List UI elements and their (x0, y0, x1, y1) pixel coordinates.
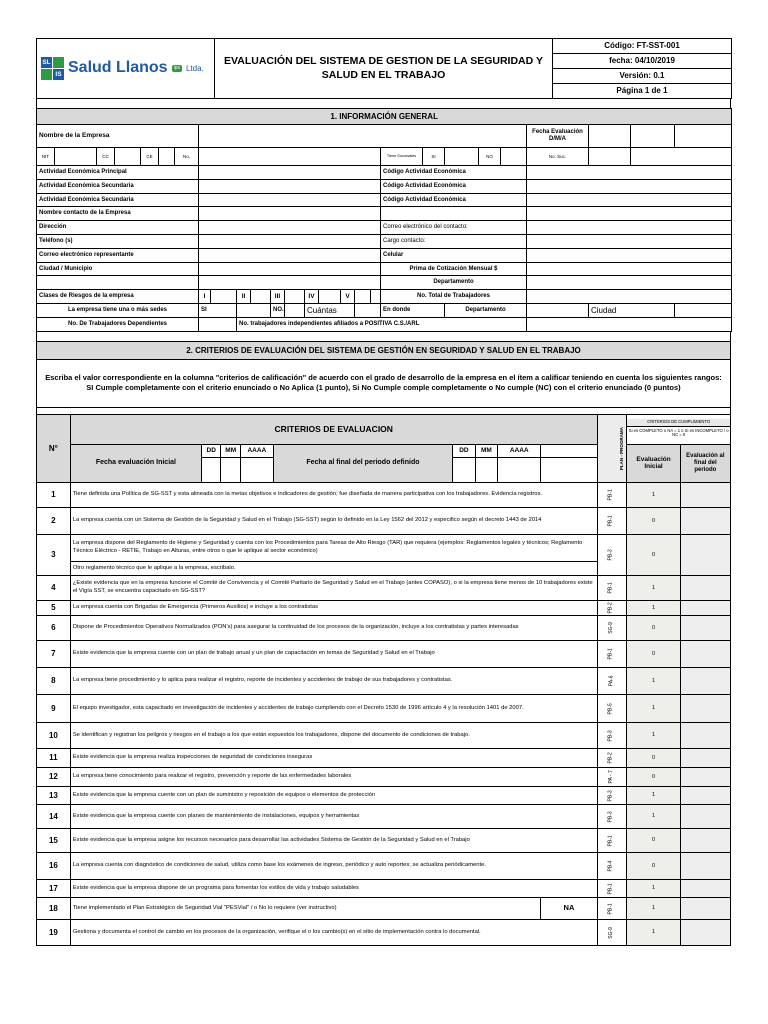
row-initial-score[interactable]: 0 (627, 534, 680, 575)
row-initial-score[interactable]: 1 (627, 879, 680, 897)
independientes-label: No. trabajadores independientes afiliados a POSITIVA C.S./ARL (237, 317, 527, 331)
row-plan (597, 615, 627, 640)
risk-level-i-field[interactable] (211, 290, 237, 304)
row-final-score[interactable] (680, 575, 730, 600)
row-number: 5 (37, 600, 71, 615)
info-right-label: Cargo contacto: (381, 234, 527, 248)
row-plan (597, 507, 627, 534)
row-final-score[interactable] (680, 897, 730, 919)
row-criterion: La empresa cuenta con Brigadas de Emergencia (Primeros Auxilios) e incluye a los contratistas (70, 600, 597, 615)
row-initial-score[interactable]: 0 (627, 615, 680, 640)
row-plan-code: SG-9 (608, 926, 615, 939)
info-right-field[interactable] (527, 166, 732, 180)
eval-date-day[interactable] (589, 125, 631, 148)
row-plan (597, 694, 627, 722)
row-criterion: Tiene definida una Política de SG-SST y esta alineada con la metas objetivos e indicadores de gestión; fue diseñada de manera participativa con los trabajadores. Evidencia registros. (70, 482, 597, 507)
info-right-field[interactable] (527, 276, 732, 290)
row-plan-code: PB-1 (608, 902, 615, 915)
row-initial-score[interactable]: 1 (627, 919, 680, 945)
info-left-field[interactable] (199, 262, 381, 276)
row-final-score[interactable] (680, 534, 730, 575)
row-number: 4 (37, 575, 71, 600)
initial-date-label: Fecha evaluación Inicial (70, 444, 201, 482)
row-initial-score[interactable]: 1 (627, 897, 680, 919)
criteria-row (37, 600, 731, 615)
final-date-extra (541, 444, 597, 457)
info-right-label (381, 207, 527, 221)
row-plan (597, 482, 627, 507)
row-plan-code: PA-6 (608, 675, 615, 687)
risk-level-v-field[interactable] (355, 290, 371, 304)
info-left-field[interactable] (199, 276, 381, 290)
branches-no-field[interactable] (501, 148, 527, 166)
row-initial-score[interactable]: 1 (627, 694, 680, 722)
row-initial-score[interactable]: 0 (627, 767, 680, 786)
total-workers-field[interactable] (527, 290, 732, 304)
total-workers-label: No. Total de Trabajadores (381, 290, 527, 304)
nit-label: NIT (37, 148, 55, 166)
row-final-score[interactable] (680, 667, 730, 694)
row-number: 17 (37, 879, 71, 897)
info-left-field[interactable] (199, 166, 381, 180)
sedes-no-field[interactable] (285, 303, 305, 317)
row-criterion: La empresa cuenta con diagnóstico de condiciones de salud, utiliza como base los exámenes de ingreso, periódico y auto reportes; se actualiza periódicamente. (70, 852, 597, 879)
row-criterion: Existe evidencia que la empresa cuente con un plan de suministro y reposición de equipos o elementos de protección (70, 786, 597, 804)
info-right-field[interactable] (527, 179, 732, 193)
info-row (37, 207, 732, 221)
row-plan (597, 534, 627, 575)
row-number: 3 (37, 534, 71, 575)
sedes-si-label: SI (199, 303, 237, 317)
evaluation-form (36, 38, 731, 946)
row-plan (597, 786, 627, 804)
info-left-field[interactable] (199, 234, 381, 248)
initial-dd-field[interactable] (202, 457, 221, 482)
n-header: N° (37, 414, 71, 482)
row-final-score[interactable] (680, 767, 730, 786)
row-final-score[interactable] (680, 748, 730, 767)
info-right-field[interactable] (527, 221, 732, 235)
criteria-row (37, 482, 731, 507)
criteria-row (37, 828, 731, 852)
info-right-label: Código Actividad Económica (381, 193, 527, 207)
form-version: Versión: 0.1 (553, 69, 732, 84)
row-number: 8 (37, 667, 71, 694)
row-final-score[interactable] (680, 879, 730, 897)
sedes-dept-label: Departamento (445, 303, 527, 317)
initial-mm-label: MM (221, 444, 240, 457)
cuantas-label: Cuántas (305, 303, 355, 317)
risk-class-label: Clases de Riesgos de la empresa (37, 290, 199, 304)
info-left-label: Actividad Económica Principal (37, 166, 199, 180)
row-plan (597, 722, 627, 748)
final-dd-label: DD (453, 444, 476, 457)
row-final-score[interactable] (680, 722, 730, 748)
row-criterion: Existe evidencia que la empresa cuente con un plan de trabajo anual y un plan de capacitación en temas de Seguridad y Salud en el Trabajo (70, 640, 597, 667)
row-number: 1 (37, 482, 71, 507)
info-row (37, 234, 732, 248)
info-left-label: Actividad Económica Secundaria (37, 193, 199, 207)
form-page: Página 1 de 1 (553, 84, 732, 99)
dependientes-label: No. De Trabajadores Dependientes (37, 317, 199, 331)
row-criterion: Tiene implementado el Plan Estratégico de Seguridad Vial "PESVial" / o No lo requiere (ver instructivo) (70, 897, 540, 919)
info-row (37, 166, 732, 180)
info-row (37, 262, 732, 276)
criteria-header: CRITERIOS DE EVALUACION (70, 414, 597, 444)
criteria-row (37, 748, 731, 767)
row-number: 19 (37, 919, 71, 945)
row-final-score[interactable] (680, 828, 730, 852)
compliance-rule: Si es COMPLETO o NA = 1 o Si es INCOMPLETO / o NC = 0 (628, 427, 729, 438)
info-left-field[interactable] (199, 221, 381, 235)
criteria-table (36, 414, 731, 946)
row-number: 14 (37, 804, 71, 828)
logo-sub: Ltda. (185, 63, 204, 73)
row-number: 10 (37, 722, 71, 748)
initial-dd-label: DD (202, 444, 221, 457)
row-final-score[interactable] (680, 615, 730, 640)
row-criterion: Existe evidencia que la empresa dispone de un programa para fomentar los estilos de vida y trabajo saludables (70, 879, 597, 897)
ce-label: CE (141, 148, 159, 166)
info-right-label: Prima de Cotización Mensual $ (381, 262, 527, 276)
cuantas-field[interactable] (355, 303, 381, 317)
criteria-row (37, 852, 731, 879)
row-initial-score[interactable]: 0 (627, 828, 680, 852)
row-criterion: La empresa dispone del Reglamento de Higiene y Seguridad y cuenta con los Procedimientos para Tareas de Alto Riesgo (TAR) que requiera (ejemplos: Reglamentos legales y técnicos; Reglamento Técnico Eléctrico - RETIE, Trabajo en Alturas, entre otros o que le aplique al sector económico) (70, 534, 597, 561)
row-number: 12 (37, 767, 71, 786)
row-number: 13 (37, 786, 71, 804)
criteria-section (36, 341, 731, 408)
row-criterion: El equipo investigador, esta capacitado en investigación de incidentes y accidentes de trabajo cumpliendo con el Decreto 1530 de 1996 artículo 4 y la resolución 1401 de 2007. (70, 694, 597, 722)
row-initial-score[interactable]: 0 (627, 748, 680, 767)
criteria-row (37, 575, 731, 600)
row-number: 2 (37, 507, 71, 534)
criteria-row (37, 667, 731, 694)
logo-ips: ips (173, 64, 180, 71)
risk-level-iii-label: III (271, 290, 285, 304)
criteria-row (37, 615, 731, 640)
eval-final-header: Evaluación al final del periodo (680, 444, 730, 482)
independientes-field[interactable] (527, 317, 732, 331)
info-row (37, 276, 732, 290)
row-plan (597, 575, 627, 600)
info-right-label: Correo electrónico del contacto: (381, 221, 527, 235)
row-final-score[interactable] (680, 507, 730, 534)
en-donde-label: En donde (381, 303, 445, 317)
risk-level-iv-field[interactable] (319, 290, 341, 304)
info-left-label: Dirección (37, 221, 199, 235)
row-plan (597, 919, 627, 945)
row-final-score[interactable] (680, 804, 730, 828)
sedes-dept-field[interactable] (527, 303, 589, 317)
row-final-score[interactable] (680, 852, 730, 879)
row-criterion: La empresa tiene conocimiento para realizar el registro, prevención y reporte de las enfermedades laborales (70, 767, 597, 786)
row-number: 15 (37, 828, 71, 852)
row-criterion: Gestiona y documenta el control de cambio en los procesos de la organización, verifique el o los cambio(s) en el sitio de implementación contra lo documental. (70, 919, 597, 945)
logo-cell-1: SL (41, 57, 52, 68)
info-left-label: Teléfono (s) (37, 234, 199, 248)
row-plan (597, 828, 627, 852)
row-number: 6 (37, 615, 71, 640)
compliance-title: CRITERIOS DE CUMPLIMIENTO (627, 419, 730, 427)
info-right-label: Departamento (381, 276, 527, 290)
row-plan (597, 852, 627, 879)
row-final-score[interactable] (680, 600, 730, 615)
cc-field[interactable] (115, 148, 141, 166)
row-plan-code: SG-9 (608, 622, 615, 634)
ciudad-label: Ciudad (589, 303, 675, 317)
risk-level-v-label: V (341, 290, 355, 304)
row-plan (597, 879, 627, 897)
criteria-row (37, 879, 731, 897)
row-number: 18 (37, 897, 71, 919)
logo-cell-3 (41, 69, 52, 80)
section1-title: 1. INFORMACIÓN GENERAL (37, 109, 732, 125)
criteria-row (37, 767, 731, 786)
eval-date-label: Fecha Evaluación D/M/A (527, 125, 589, 148)
criteria-row (37, 897, 731, 919)
criteria-row (37, 507, 731, 534)
logo-cell-2 (53, 57, 64, 68)
info-right-label: Código Actividad Económica (381, 166, 527, 180)
row-plan-code: PB-1 (608, 882, 615, 895)
plan-header-label: PLAN - PROGRAMA (618, 426, 624, 470)
id-number-field[interactable] (199, 148, 381, 166)
dependientes-field[interactable] (199, 317, 237, 331)
info-right-field[interactable] (527, 193, 732, 207)
company-logo (37, 39, 215, 99)
row-plan (597, 667, 627, 694)
row-number: 9 (37, 694, 71, 722)
row-initial-score[interactable]: 0 (627, 852, 680, 879)
risk-level-ii-field[interactable] (251, 290, 271, 304)
criteria-row (37, 694, 731, 722)
branches-count-field[interactable] (589, 148, 631, 166)
row-number: 7 (37, 640, 71, 667)
info-right-field[interactable] (527, 207, 732, 221)
row-criterion: La empresa tiene procedimiento y lo aplica para realizar el registro, reporte de incidentes y accidentes de trabajo de sus trabajadores y contratistas. (70, 667, 597, 694)
row-plan (597, 600, 627, 615)
info-right-field[interactable] (527, 262, 732, 276)
row-initial-score[interactable]: 1 (627, 667, 680, 694)
row-criterion: Existe evidencia que la empresa asigne los recursos necesarios para desarrollar las actividades Sistema de Gestión de la Seguridad y Salud en el Trabajo (70, 828, 597, 852)
info-left-label: Nombre contacto de la Empresa (37, 207, 199, 221)
branches-si-field[interactable] (445, 148, 479, 166)
info-right-label: Código Actividad Económica (381, 179, 527, 193)
risk-level-iii-field[interactable] (285, 290, 305, 304)
row-final-score[interactable] (680, 482, 730, 507)
criteria-row (37, 722, 731, 748)
compliance-header (627, 414, 731, 444)
risk-level-ii-label: II (237, 290, 251, 304)
row-number: 16 (37, 852, 71, 879)
row-plan-code: PB-1 (608, 515, 615, 527)
row-plan (597, 640, 627, 667)
row-criterion: Existe evidencia que la empresa cuente con planes de mantenimiento de instalaciones, equipos y herramientas (70, 804, 597, 828)
row-plan-code: PB-3 (608, 549, 615, 561)
info-left-label (37, 276, 199, 290)
eval-date-month[interactable] (631, 125, 675, 148)
eval-date-year[interactable] (675, 125, 732, 148)
ce-field[interactable] (159, 148, 175, 166)
logo-text: Salud Llanos (68, 59, 168, 77)
row-plan-code: PB-3 (608, 729, 615, 742)
row-plan-code: PB-5 (608, 702, 615, 715)
initial-aaaa-field[interactable] (240, 457, 273, 482)
row-initial-score[interactable]: 0 (627, 507, 680, 534)
initial-aaaa-label: AAAA (240, 444, 273, 457)
row-criterion-other[interactable]: Otro reglamento técnico que le aplique a la empresa, escribalo. (70, 561, 597, 575)
section2-title: 2. CRITERIOS DE EVALUACIÓN DEL SISTEMA DE GESTIÓN EN SEGURIDAD Y SALUD EN EL TRABAJO (37, 341, 731, 359)
final-mm-field[interactable] (475, 457, 498, 482)
cc-label: CC (97, 148, 115, 166)
final-aaaa-field[interactable] (498, 457, 541, 482)
company-name-label: Nombre de la Empresa (37, 125, 199, 148)
row-criterion: Se identifican y registran los peligros y riesgos en el trabajo a los que están expuestos los trabajadores, dispone del documento de condiciones de trabajo. (70, 722, 597, 748)
info-row (37, 179, 732, 193)
eval-initial-header: Evaluación Inicial (627, 444, 680, 482)
row-initial-score[interactable]: 1 (627, 804, 680, 828)
branches-no-label: NO (479, 148, 501, 166)
plan-header (597, 414, 627, 482)
info-left-label: Ciudad / Municipio (37, 262, 199, 276)
row-number: 11 (37, 748, 71, 767)
row-criterion: Existe evidencia que la empresa realiza inspecciones de seguridad de condiciones inseguras (70, 748, 597, 767)
row-criterion: ¿Existe evidencia que en la empresa funcione el Comité de Convivencia y el Comité Paritario de Seguridad y Salud en el Trabajo (antes COPASO), o si la empresa tiene menos de 10 trabajadores existe el Vigía SST, se encuentra capacitado en SG-SST? (70, 575, 597, 600)
final-aaaa-label: AAAA (498, 444, 541, 457)
row-plan-code: PB-4 (608, 860, 615, 872)
row-plan-code: PB-1 (608, 582, 615, 594)
row-final-score[interactable] (680, 919, 730, 945)
info-left-field[interactable] (199, 207, 381, 221)
row-initial-score[interactable]: 0 (627, 640, 680, 667)
section2-instructions: Escriba el valor correspondiente en la columna "criterios de calificación" de acuerdo con el grado de desarrollo de la empresa en el ítem a calificar teniendo en cuenta los siguientes rangos: SI Cumple completamente con el criterio enunciado o No Aplica (1 punto), Si No Cumple comple completamente o No cumple (NC) con el criterio enunciado (0 puntos) (37, 359, 731, 407)
initial-mm-field[interactable] (221, 457, 240, 482)
risk-level-i-label: I (199, 290, 211, 304)
row-plan (597, 767, 627, 786)
branches-count-label: No. Suc. (527, 148, 589, 166)
sedes-si-field[interactable] (237, 303, 271, 317)
logo-cell-4: IS (53, 69, 64, 80)
criteria-row (37, 786, 731, 804)
ciudad-field[interactable] (675, 303, 732, 317)
row-plan-code: PB-3 (608, 789, 615, 802)
info-right-label: Celular (381, 248, 527, 262)
info-row (37, 221, 732, 235)
row-final-score[interactable] (680, 786, 730, 804)
row-na-badge[interactable]: NA (541, 897, 597, 919)
row-plan (597, 897, 627, 919)
risk-level-iv-label: IV (305, 290, 319, 304)
row-final-score[interactable] (680, 640, 730, 667)
info-left-field[interactable] (199, 179, 381, 193)
form-code: Código: FT-SST-001 (553, 39, 732, 54)
row-plan (597, 748, 627, 767)
row-criterion: La empresa cuenta con un Sistema de Gestión de la Seguridad y Salud en el Trabajo (SG-SST) según lo definido en la Ley 1562 del 2012 y especifico según el decreto 1443 de 2014 (70, 507, 597, 534)
row-initial-score[interactable]: 1 (627, 722, 680, 748)
info-left-field[interactable] (199, 248, 381, 262)
criteria-row (37, 804, 731, 828)
branches-label: Tiene Sucursales (381, 148, 423, 166)
sedes-label: La empresa tiene una o más sedes (37, 303, 199, 317)
risk-level-extra-field[interactable] (371, 290, 381, 304)
company-name-field[interactable] (199, 125, 527, 148)
branches-si-label: SI (423, 148, 445, 166)
row-plan-code: PB-1 (608, 834, 615, 847)
row-plan-code: PB-2 (608, 752, 615, 764)
final-date-label: Fecha al final del periodo definido (273, 444, 452, 482)
form-date: fecha: 04/10/2019 (553, 54, 732, 69)
logo-mark (41, 57, 64, 80)
row-criterion: Dispone de Procedimientos Operativos Normalizados (PON's) para asegurar la continuidad de los procesos de la organización, incluye a los contratistas y partes interesadas (70, 615, 597, 640)
row-plan-code: PB-1 (608, 648, 615, 660)
final-dd-field[interactable] (453, 457, 476, 482)
info-left-label: Actividad Económica Secundaria (37, 179, 199, 193)
info-left-field[interactable] (199, 193, 381, 207)
general-info-section (36, 108, 732, 332)
row-initial-score[interactable]: 1 (627, 786, 680, 804)
sedes-no-label: NO. (271, 303, 285, 317)
row-plan-code: PB-3 (608, 810, 615, 823)
row-plan-code: PA - 7 (608, 770, 615, 784)
info-right-field[interactable] (527, 248, 732, 262)
row-plan (597, 804, 627, 828)
row-final-score[interactable] (680, 694, 730, 722)
row-initial-score[interactable]: 1 (627, 575, 680, 600)
form-title: EVALUACIÓN DEL SISTEMA DE GESTION DE LA SEGURIDAD Y SALUD EN EL TRABAJO (215, 39, 553, 99)
criteria-row (37, 534, 731, 561)
info-right-field[interactable] (527, 234, 732, 248)
nit-field[interactable] (55, 148, 97, 166)
final-mm-label: MM (475, 444, 498, 457)
final-extra-field[interactable] (541, 457, 597, 482)
info-row (37, 193, 732, 207)
criteria-row (37, 919, 731, 945)
info-left-label: Correo electrónico representante (37, 248, 199, 262)
row-initial-score[interactable]: 1 (627, 600, 680, 615)
branches-extra-field[interactable] (631, 148, 732, 166)
no-label: No. (175, 148, 199, 166)
form-header (36, 38, 732, 99)
row-plan-code: PB-1 (608, 489, 615, 501)
criteria-row (37, 640, 731, 667)
info-row (37, 248, 732, 262)
row-initial-score[interactable]: 1 (627, 482, 680, 507)
row-plan-code: PB-2 (608, 602, 615, 614)
